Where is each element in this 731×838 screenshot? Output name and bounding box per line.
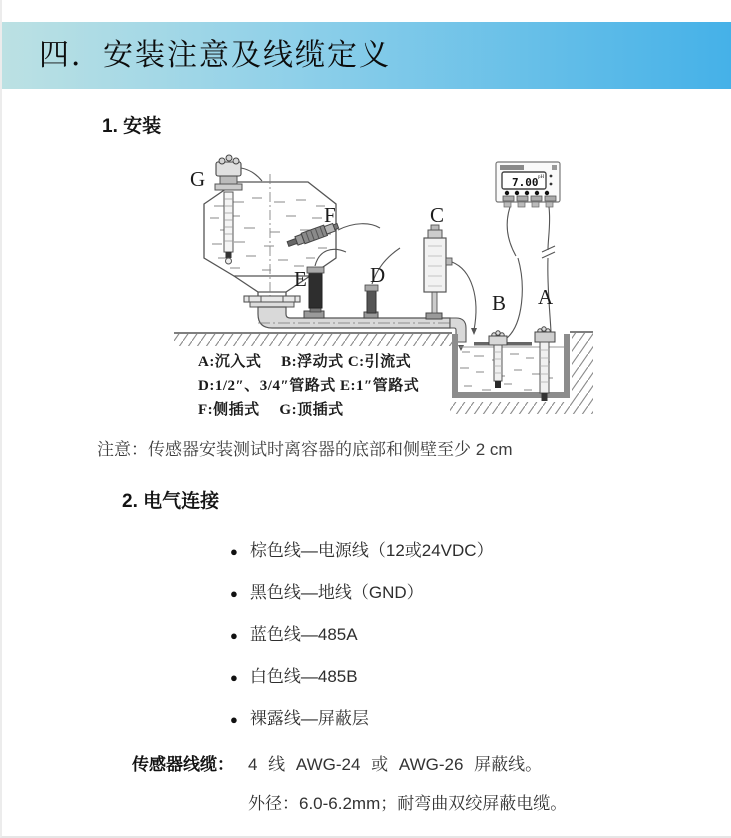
installation-diagram-svg [174, 146, 594, 430]
installation-diagram [174, 146, 594, 430]
wire-definition-list [230, 530, 494, 740]
wire-item-white [230, 656, 494, 698]
sensor-label-a: A [538, 285, 554, 309]
sensor-label-e: E [294, 267, 307, 291]
bullet-icon: ● [230, 669, 238, 685]
page-title: 四．安装注意及线缆定义 [39, 39, 391, 72]
pipe-body [258, 307, 450, 328]
wire-item-label: 裸露线—屏蔽层 [249, 709, 369, 728]
bullet-icon: ● [230, 543, 238, 559]
sensor-b-cable [507, 258, 522, 338]
section-header-bar [2, 22, 731, 89]
controller-cable-left [507, 207, 516, 256]
meter-reading: 7.00 [512, 176, 539, 189]
wire-item-label: 白色线—485B [249, 667, 358, 686]
wire-item-label: 蓝色线—485A [249, 625, 358, 644]
heading-electrical: 2. 电气连接 [122, 491, 220, 512]
sensor-e-cable [315, 249, 346, 266]
wire-item-blue [230, 614, 494, 656]
cable-outer-line: 外径：6.0-6.2mm；耐弯曲双绞屏蔽电缆。 [248, 794, 568, 813]
bullet-icon: ● [230, 711, 238, 727]
legend-line-1: A:沉入式 B:浮动式 C:引流式 [198, 354, 412, 370]
cable-spec-line [132, 750, 542, 775]
sensor-e-pipe [304, 249, 346, 318]
sensor-a-submerged [535, 327, 555, 401]
sensor-g-cable [241, 168, 262, 181]
sensor-label-c: C [430, 203, 445, 227]
sensor-g-top-insertion [215, 155, 262, 264]
status-icon [552, 165, 557, 170]
sensor-f-cable [338, 224, 380, 230]
cable-spec-text: 4 线 AWG-24 或 AWG-26 屏蔽线。 [248, 755, 543, 774]
legend-line-3: F:侧插式 G:顶插式 [198, 402, 344, 418]
bullet-icon: ● [230, 627, 238, 643]
controller-cable-right [548, 207, 550, 250]
wire-item-black [230, 572, 494, 614]
sensor-label-b: B [492, 291, 507, 315]
wire-item-label: 棕色线—电源线（12或24VDC） [249, 541, 494, 560]
ground-hatching-left [174, 333, 452, 346]
flow-arrow-icon [471, 328, 477, 335]
meter-unit: pH [538, 175, 545, 180]
bullet-icon: ● [230, 585, 238, 601]
wire-item-brown [230, 530, 494, 572]
wire-item-label: 黑色线—地线（GND） [249, 583, 424, 602]
cable-spec-label: 传感器线缆： [132, 755, 234, 774]
liquid-dashes [460, 352, 553, 392]
flow-arrow-icon [458, 345, 464, 351]
sensor-label-f: F [324, 203, 336, 227]
sensor-b-floating [489, 258, 522, 388]
legend-line-2: D:1/2″、3/4″管路式 E:1″管路式 [198, 378, 420, 394]
install-note: 注意：传感器安装测试时离容器的底部和侧壁至少 2 cm [97, 440, 513, 459]
sensor-label-g: G [190, 167, 206, 191]
sample-tank [436, 332, 593, 414]
heading-install: 1. 安装 [102, 116, 162, 137]
wire-item-bare [230, 698, 494, 740]
sensor-label-d: D [370, 263, 386, 287]
brand-bar [500, 165, 524, 170]
